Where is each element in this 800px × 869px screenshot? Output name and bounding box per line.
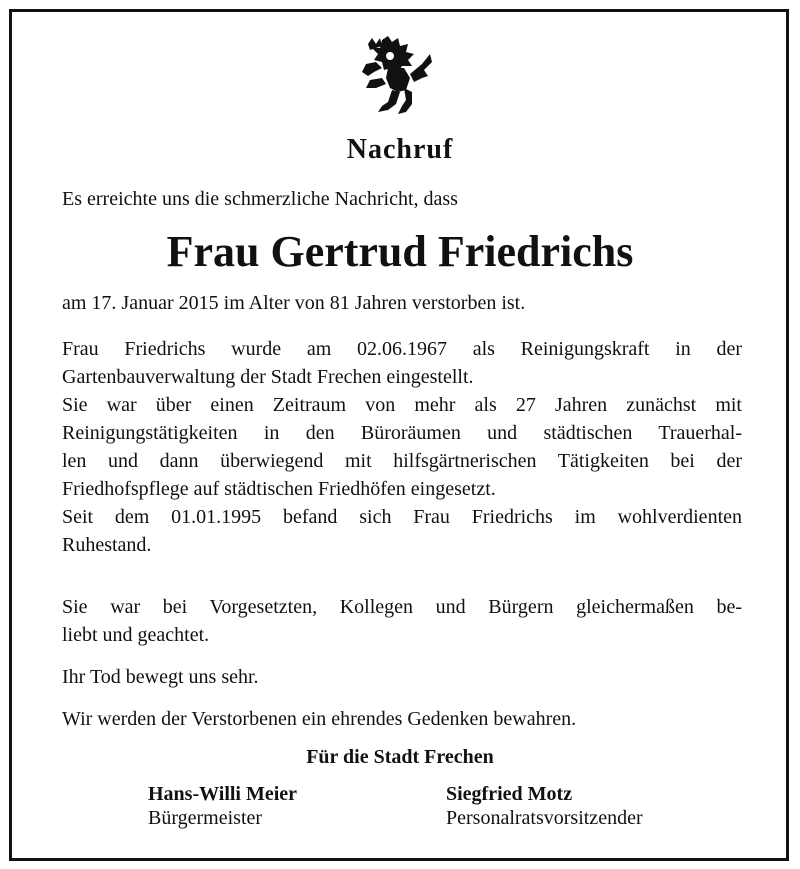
page-title: Nachruf	[346, 134, 454, 165]
signatory-name: Hans-Willi Meier	[148, 783, 298, 805]
intro-text: Es erreichte uns die schmerzliche Nachricht, dass	[62, 188, 458, 210]
signatory-name: Siegfried Motz	[446, 783, 573, 805]
paragraph-line: liebt und geachtet.	[62, 624, 210, 646]
paragraph-line: Seit dem 01.01.1995 befand sich Frau Friedrichs im wohlverdienten	[62, 506, 742, 528]
condolence-text: Ihr Tod bewegt uns sehr.	[62, 666, 259, 688]
paragraph-line: Ruhestand.	[62, 534, 152, 556]
remembrance-text: Wir werden der Verstorbenen ein ehrendes Gedenken bewahren.	[62, 708, 577, 730]
signature-left	[148, 782, 297, 830]
heraldic-lion-icon	[352, 34, 436, 118]
paragraph-line: Friedhofspflege auf städtischen Friedhöfen eingesetzt.	[62, 478, 496, 500]
signatory-role: Bürgermeister	[148, 807, 263, 829]
paragraph-line: len und dann überwiegend mit hilfsgärtnerischen Tätigkeiten bei der	[62, 450, 742, 472]
signature-heading: Für die Stadt Frechen	[306, 746, 494, 768]
paragraph-line: Frau Friedrichs wurde am 02.06.1967 als Reinigungskraft in der	[62, 338, 742, 360]
paragraph-line: Reinigungstätigkeiten in den Büroräumen und städtischen Trauerhal-	[62, 422, 742, 444]
paragraph-line: Gartenbauverwaltung der Stadt Frechen eingestellt.	[62, 366, 474, 388]
death-line: am 17. Januar 2015 im Alter von 81 Jahren verstorben ist.	[62, 292, 526, 314]
signatory-role: Personalratsvorsitzender	[446, 807, 643, 829]
biography-paragraph	[62, 335, 742, 559]
signature-right	[446, 782, 643, 830]
paragraph-line: Sie war bei Vorgesetzten, Kollegen und Bürgern gleichermaßen be-	[62, 596, 742, 618]
paragraph-line: Sie war über einen Zeitraum von mehr als 27 Jahren zunächst mit	[62, 394, 742, 416]
appreciation-paragraph	[62, 593, 742, 649]
deceased-name: Frau Gertrud Friedrichs	[166, 227, 634, 276]
